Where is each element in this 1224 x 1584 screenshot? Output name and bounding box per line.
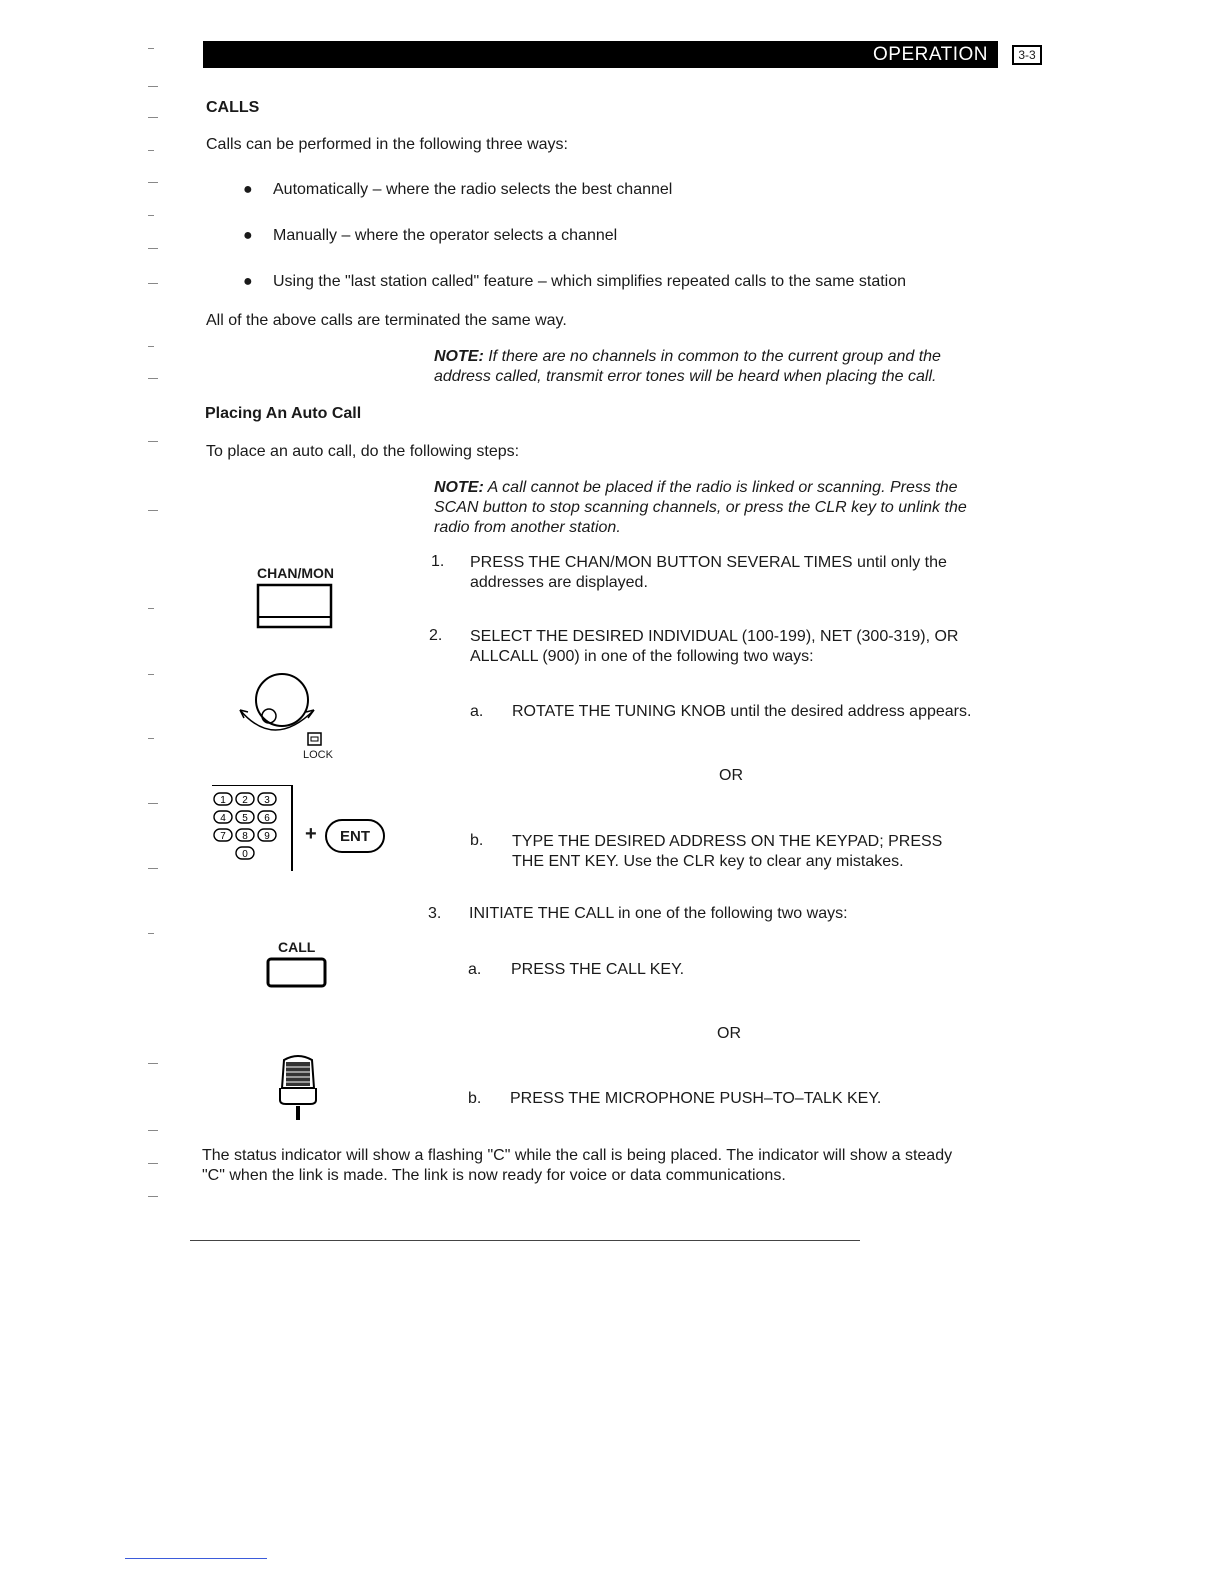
key-label: 9: [264, 831, 270, 842]
note-text: A call cannot be placed if the radio is linked or scanning. Press the: [487, 479, 958, 496]
or-separator: OR: [719, 767, 743, 784]
note-2: [434, 478, 967, 538]
margin-tick: [148, 346, 154, 347]
margin-tick: [148, 182, 158, 183]
call-key-icon: [264, 956, 330, 990]
step-text: addresses are displayed.: [470, 574, 648, 591]
note-label: NOTE:: [434, 348, 484, 365]
microphone-icon: [278, 1054, 322, 1126]
margin-tick: [148, 1063, 158, 1064]
key-label: 5: [242, 813, 248, 824]
step-3-text: INITIATE THE CALL in one of the following two ways:: [469, 905, 848, 922]
auto-call-intro: To place an auto call, do the following steps:: [206, 443, 520, 460]
margin-tick: [148, 215, 154, 216]
list-item: [243, 227, 618, 245]
header-bar: [203, 41, 998, 68]
note-text: radio from another station.: [434, 519, 621, 536]
bullet-text: Manually – where the operator selects a channel: [273, 227, 618, 244]
substep-letter: b.: [470, 832, 484, 849]
step-number: 2.: [429, 627, 443, 644]
step-3a-text: PRESS THE CALL KEY.: [511, 961, 685, 978]
keypad-keys: [212, 791, 292, 863]
keypad-figure: [204, 783, 296, 871]
margin-tick: [148, 674, 154, 675]
margin-tick: [148, 1130, 158, 1131]
status-paragraph: [202, 1146, 952, 1186]
key-label: 3: [264, 795, 270, 806]
margin-tick: [148, 738, 154, 739]
key-label: 0: [242, 849, 248, 860]
key-label: 7: [220, 831, 226, 842]
page-number: 3-3: [1012, 45, 1042, 65]
step-text: PRESS THE CHAN/MON BUTTON SEVERAL TIMES until only the: [470, 554, 947, 571]
note-1: [434, 347, 941, 387]
list-item: [243, 273, 907, 291]
key-label: 4: [220, 813, 226, 824]
margin-tick: [148, 378, 158, 379]
margin-tick: [148, 868, 158, 869]
footer-rule: [125, 1558, 267, 1559]
margin-tick: [148, 933, 154, 934]
substep-letter: a.: [470, 703, 484, 720]
keypad-top-line: [212, 785, 292, 786]
step-text: ALLCALL (900) in one of the following two ways:: [470, 648, 814, 665]
step-text: THE ENT KEY. Use the CLR key to clear any mistakes.: [512, 853, 904, 870]
step-1-text: [470, 553, 947, 593]
calls-terminated: All of the above calls are terminated the same way.: [206, 312, 567, 329]
note-text: SCAN button to stop scanning channels, or press the CLR key to unlink the: [434, 499, 967, 516]
step-number: 3.: [428, 905, 442, 922]
bullet-text: Automatically – where the radio selects the best channel: [273, 181, 673, 198]
bullet-icon: ●: [243, 273, 253, 290]
header-title: OPERATION: [873, 44, 988, 65]
step-2-text: [470, 627, 958, 667]
margin-tick: [148, 283, 158, 284]
note-text: If there are no channels in common to the current group and the: [488, 348, 941, 365]
lock-button-icon: [306, 731, 324, 747]
step-3b-text: PRESS THE MICROPHONE PUSH–TO–TALK KEY.: [510, 1090, 882, 1107]
status-text: "C" when the link is made. The link is now ready for voice or data communications.: [202, 1167, 786, 1184]
margin-tick: [148, 1163, 158, 1164]
plus-sign: +: [305, 823, 317, 845]
bullet-icon: ●: [243, 181, 253, 198]
auto-call-heading: Placing An Auto Call: [205, 405, 362, 422]
key-label: 6: [264, 813, 270, 824]
key-label: 1: [220, 795, 226, 806]
margin-tick: [148, 1196, 158, 1197]
chan-mon-label: CHAN/MON: [257, 565, 334, 581]
margin-tick: [148, 510, 158, 511]
note-label: NOTE:: [434, 479, 484, 496]
calls-heading: CALLS: [206, 99, 260, 116]
step-2a-text: ROTATE THE TUNING KNOB until the desired address appears.: [512, 703, 972, 720]
calls-intro: Calls can be performed in the following three ways:: [206, 136, 568, 153]
margin-tick: [148, 150, 154, 151]
bottom-rule: [190, 1240, 860, 1241]
margin-tick: [148, 608, 154, 609]
margin-tick: [148, 117, 158, 118]
lock-label: LOCK: [303, 749, 333, 761]
ent-key: ENT: [325, 819, 385, 853]
margin-tick: [148, 86, 158, 87]
bullet-text: Using the "last station called" feature – which simplifies repeated calls to the same station: [273, 273, 907, 290]
list-item: [243, 181, 673, 199]
step-number: 1.: [431, 553, 445, 570]
substep-letter: b.: [468, 1090, 482, 1107]
margin-tick: [148, 803, 158, 804]
status-text: The status indicator will show a flashing "C" while the call is being placed. The indicator will show a steady: [202, 1147, 953, 1164]
margin-tick: [148, 248, 158, 249]
note-text: address called, transmit error tones will be heard when placing the call.: [434, 368, 937, 385]
call-label: CALL: [278, 939, 316, 955]
key-label: 8: [242, 831, 248, 842]
step-text: SELECT THE DESIRED INDIVIDUAL (100-199), NET (300-319), OR: [470, 628, 959, 645]
margin-tick: [148, 441, 158, 442]
chan-mon-button-icon: [255, 583, 337, 633]
bullet-icon: ●: [243, 227, 253, 244]
step-text: TYPE THE DESIRED ADDRESS ON THE KEYPAD; PRESS: [512, 833, 943, 850]
substep-letter: a.: [468, 961, 482, 978]
or-separator: OR: [717, 1025, 741, 1042]
margin-tick: [148, 48, 154, 49]
key-label: 2: [242, 795, 248, 806]
step-2b-text: [512, 832, 942, 872]
